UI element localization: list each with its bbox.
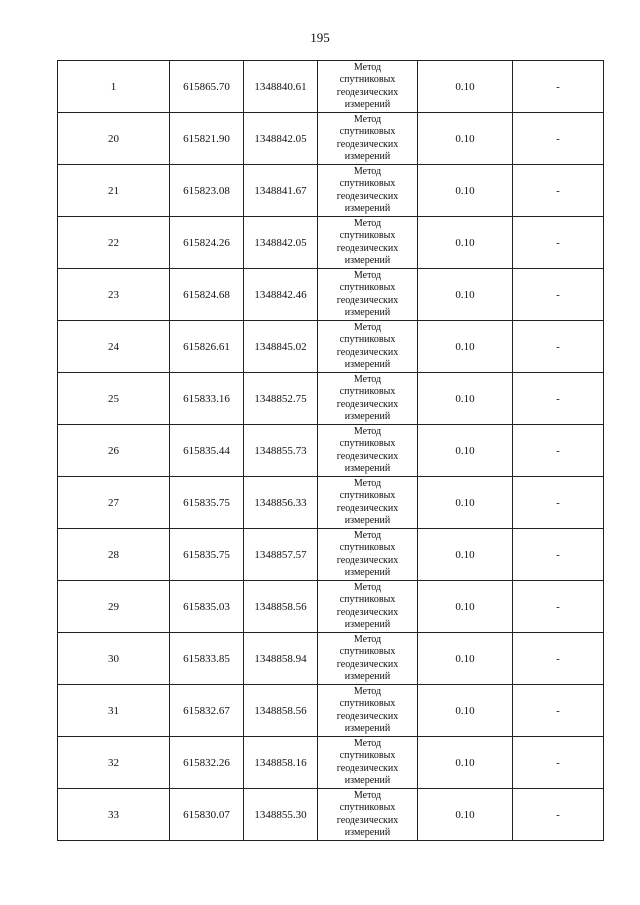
method-cell: [318, 477, 418, 529]
method-line: геодезических: [336, 242, 399, 254]
y-coordinate-cell: 1348845.02: [244, 321, 318, 373]
method-line: измерений: [344, 203, 391, 214]
point-number-cell: 33: [58, 789, 170, 841]
table-row: [58, 737, 604, 789]
point-number-cell: 25: [58, 373, 170, 425]
method-line: измерений: [344, 99, 391, 110]
y-coordinate-cell: 1348842.46: [244, 269, 318, 321]
method-line: измерений: [344, 411, 391, 422]
method-line: спутниковых: [339, 282, 396, 293]
method-line: спутниковых: [339, 594, 396, 605]
accuracy-cell: 0.10: [418, 477, 513, 529]
method-cell: [318, 113, 418, 165]
method-line: Метод: [353, 789, 382, 801]
note-cell: -: [513, 373, 604, 425]
accuracy-cell: 0.10: [418, 373, 513, 425]
method-line: спутниковых: [339, 386, 396, 397]
note-cell: -: [513, 685, 604, 737]
method-line: спутниковых: [339, 750, 396, 761]
table-row: [58, 217, 604, 269]
method-line: спутниковых: [339, 646, 396, 657]
method-line: измерений: [344, 567, 391, 578]
x-coordinate-cell: 615823.08: [170, 165, 244, 217]
table-row: [58, 321, 604, 373]
point-number-cell: 30: [58, 633, 170, 685]
table-row: [58, 373, 604, 425]
point-number-cell: 31: [58, 685, 170, 737]
method-line: Метод: [353, 165, 382, 177]
method-cell: [318, 61, 418, 113]
method-line: Метод: [353, 529, 382, 541]
x-coordinate-cell: 615835.44: [170, 425, 244, 477]
method-line: Метод: [353, 477, 382, 489]
accuracy-cell: 0.10: [418, 581, 513, 633]
note-cell: -: [513, 113, 604, 165]
method-line: Метод: [353, 217, 382, 229]
point-number-cell: 26: [58, 425, 170, 477]
method-line: спутниковых: [339, 178, 396, 189]
method-line: Метод: [353, 113, 382, 125]
x-coordinate-cell: 615835.03: [170, 581, 244, 633]
note-cell: -: [513, 61, 604, 113]
method-line: геодезических: [336, 190, 399, 202]
table-row: [58, 633, 604, 685]
method-line: спутниковых: [339, 698, 396, 709]
note-cell: -: [513, 217, 604, 269]
method-line: геодезических: [336, 554, 399, 566]
method-line: геодезических: [336, 710, 399, 722]
method-line: измерений: [344, 827, 391, 838]
method-line: Метод: [353, 581, 382, 593]
method-line: геодезических: [336, 346, 399, 358]
note-cell: -: [513, 269, 604, 321]
note-cell: -: [513, 321, 604, 373]
y-coordinate-cell: 1348858.56: [244, 685, 318, 737]
table-row: [58, 61, 604, 113]
method-line: спутниковых: [339, 490, 396, 501]
x-coordinate-cell: 615824.68: [170, 269, 244, 321]
accuracy-cell: 0.10: [418, 165, 513, 217]
accuracy-cell: 0.10: [418, 61, 513, 113]
note-cell: -: [513, 425, 604, 477]
x-coordinate-cell: 615833.16: [170, 373, 244, 425]
y-coordinate-cell: 1348858.56: [244, 581, 318, 633]
point-number-cell: 23: [58, 269, 170, 321]
x-coordinate-cell: 615830.07: [170, 789, 244, 841]
method-cell: [318, 685, 418, 737]
method-line: измерений: [344, 619, 391, 630]
table-body: [58, 61, 604, 841]
method-line: спутниковых: [339, 334, 396, 345]
note-cell: -: [513, 165, 604, 217]
x-coordinate-cell: 615835.75: [170, 477, 244, 529]
table-row: [58, 113, 604, 165]
y-coordinate-cell: 1348858.94: [244, 633, 318, 685]
note-cell: -: [513, 633, 604, 685]
method-line: Метод: [353, 269, 382, 281]
method-cell: [318, 217, 418, 269]
y-coordinate-cell: 1348840.61: [244, 61, 318, 113]
method-line: спутниковых: [339, 802, 396, 813]
y-coordinate-cell: 1348857.57: [244, 529, 318, 581]
method-line: измерений: [344, 151, 391, 162]
method-line: спутниковых: [339, 438, 396, 449]
y-coordinate-cell: 1348855.30: [244, 789, 318, 841]
x-coordinate-cell: 615835.75: [170, 529, 244, 581]
note-cell: -: [513, 477, 604, 529]
x-coordinate-cell: 615821.90: [170, 113, 244, 165]
y-coordinate-cell: 1348842.05: [244, 217, 318, 269]
method-line: измерений: [344, 515, 391, 526]
point-number-cell: 21: [58, 165, 170, 217]
method-line: измерений: [344, 463, 391, 474]
method-line: измерений: [344, 723, 391, 734]
y-coordinate-cell: 1348858.16: [244, 737, 318, 789]
table-row: [58, 269, 604, 321]
method-line: Метод: [353, 321, 382, 333]
page-number: 195: [310, 30, 330, 45]
accuracy-cell: 0.10: [418, 685, 513, 737]
table-row: [58, 685, 604, 737]
y-coordinate-cell: 1348841.67: [244, 165, 318, 217]
method-line: измерений: [344, 775, 391, 786]
y-coordinate-cell: 1348842.05: [244, 113, 318, 165]
method-cell: [318, 737, 418, 789]
method-line: геодезических: [336, 138, 399, 150]
method-cell: [318, 529, 418, 581]
accuracy-cell: 0.10: [418, 269, 513, 321]
method-line: спутниковых: [339, 230, 396, 241]
method-line: Метод: [353, 737, 382, 749]
method-cell: [318, 373, 418, 425]
method-line: спутниковых: [339, 74, 396, 85]
accuracy-cell: 0.10: [418, 113, 513, 165]
y-coordinate-cell: 1348856.33: [244, 477, 318, 529]
y-coordinate-cell: 1348855.73: [244, 425, 318, 477]
method-cell: [318, 165, 418, 217]
method-line: геодезических: [336, 450, 399, 462]
method-line: спутниковых: [339, 542, 396, 553]
x-coordinate-cell: 615865.70: [170, 61, 244, 113]
table-row: [58, 581, 604, 633]
point-number-cell: 27: [58, 477, 170, 529]
method-line: измерений: [344, 255, 391, 266]
note-cell: -: [513, 529, 604, 581]
x-coordinate-cell: 615832.26: [170, 737, 244, 789]
accuracy-cell: 0.10: [418, 737, 513, 789]
method-line: Метод: [353, 685, 382, 697]
method-line: геодезических: [336, 762, 399, 774]
method-cell: [318, 425, 418, 477]
method-line: измерений: [344, 307, 391, 318]
table-row: [58, 165, 604, 217]
method-line: измерений: [344, 359, 391, 370]
accuracy-cell: 0.10: [418, 321, 513, 373]
method-cell: [318, 269, 418, 321]
accuracy-cell: 0.10: [418, 217, 513, 269]
x-coordinate-cell: 615824.26: [170, 217, 244, 269]
method-line: геодезических: [336, 814, 399, 826]
method-line: геодезических: [336, 398, 399, 410]
accuracy-cell: 0.10: [418, 529, 513, 581]
method-line: геодезических: [336, 294, 399, 306]
accuracy-cell: 0.10: [418, 789, 513, 841]
point-number-cell: 1: [58, 61, 170, 113]
method-line: Метод: [353, 425, 382, 437]
note-cell: -: [513, 581, 604, 633]
point-number-cell: 32: [58, 737, 170, 789]
x-coordinate-cell: 615832.67: [170, 685, 244, 737]
x-coordinate-cell: 615826.61: [170, 321, 244, 373]
table-row: [58, 789, 604, 841]
method-cell: [318, 789, 418, 841]
method-cell: [318, 321, 418, 373]
coordinates-table: [57, 60, 604, 841]
note-cell: -: [513, 737, 604, 789]
y-coordinate-cell: 1348852.75: [244, 373, 318, 425]
method-cell: [318, 581, 418, 633]
method-line: измерений: [344, 671, 391, 682]
accuracy-cell: 0.10: [418, 633, 513, 685]
method-line: геодезических: [336, 502, 399, 514]
method-cell: [318, 633, 418, 685]
point-number-cell: 22: [58, 217, 170, 269]
method-line: Метод: [353, 61, 382, 73]
point-number-cell: 28: [58, 529, 170, 581]
table-row: [58, 425, 604, 477]
method-line: Метод: [353, 373, 382, 385]
point-number-cell: 20: [58, 113, 170, 165]
method-line: геодезических: [336, 606, 399, 618]
method-line: геодезических: [336, 658, 399, 670]
method-line: спутниковых: [339, 126, 396, 137]
method-line: геодезических: [336, 86, 399, 98]
x-coordinate-cell: 615833.85: [170, 633, 244, 685]
point-number-cell: 29: [58, 581, 170, 633]
table-row: [58, 529, 604, 581]
table-row: [58, 477, 604, 529]
method-line: Метод: [353, 633, 382, 645]
note-cell: -: [513, 789, 604, 841]
point-number-cell: 24: [58, 321, 170, 373]
accuracy-cell: 0.10: [418, 425, 513, 477]
